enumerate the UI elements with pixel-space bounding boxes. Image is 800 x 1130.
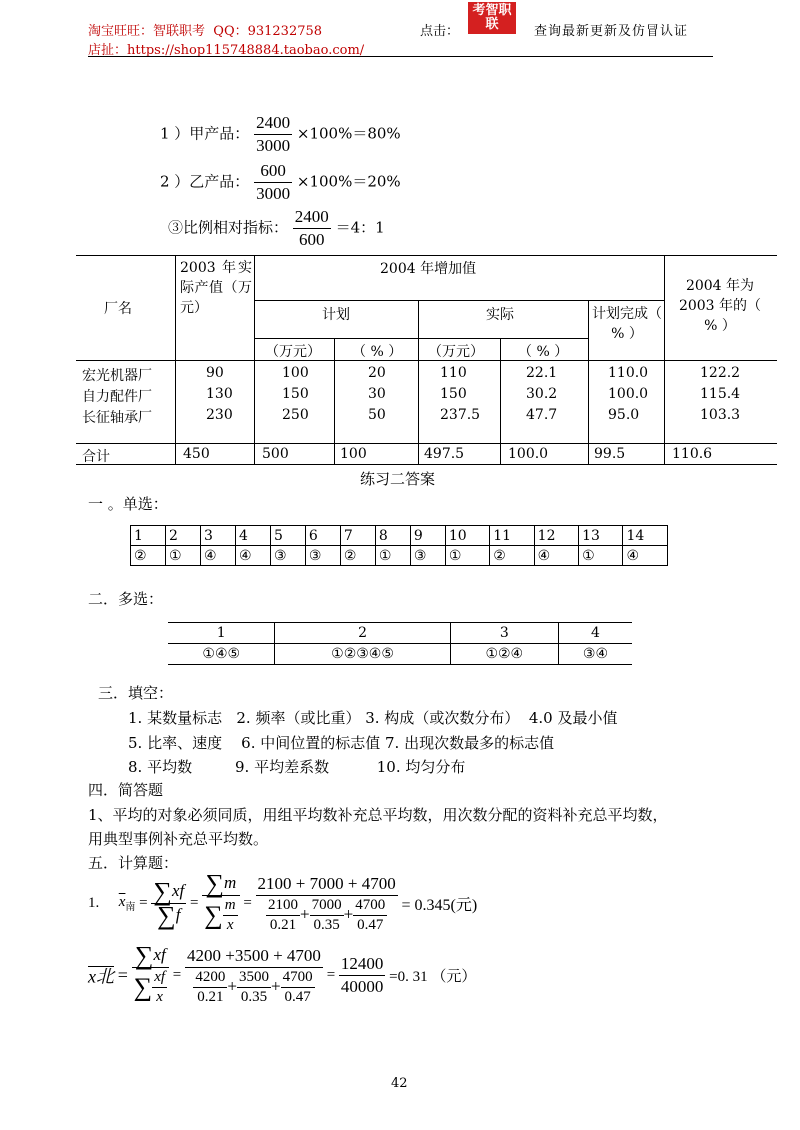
formula-2-values: 4200 +3500 + 4700 $\frac{4200}{0.21}$ + $\frac{3500}{0.35}$ + $\frac{4700}{0.47}$ [187, 945, 321, 1005]
row-ratio: 103.3 [700, 407, 741, 423]
short-title: 四．简答题 [88, 781, 164, 799]
ratio-1-fraction: $\frac{2400}{3000}$ [256, 113, 291, 155]
single-choice-number: 2 [165, 526, 200, 546]
single-choice-answer: ② [490, 546, 534, 566]
multi-choice-answer: ③④ [558, 644, 632, 665]
single-choice-number: 8 [375, 526, 410, 546]
row-actual-wan: 110 [440, 365, 467, 381]
single-choice-number: 10 [445, 526, 489, 546]
th-completion: 计划完成（ % ） [592, 306, 662, 342]
th-2004: 2004 年增加值 [380, 261, 477, 277]
row-2003: 90 [206, 365, 224, 381]
th-ratio: 2004 年为 2003 年的（ % ） [678, 278, 762, 334]
single-choice-answer: ① [445, 546, 489, 566]
single-choice-answer: ① [579, 546, 623, 566]
short-line-2: 用典型事例补充总平均数。 [88, 830, 269, 848]
row-2003: 130 [206, 386, 233, 402]
calc-title: 五．计算题： [88, 854, 179, 872]
single-choice-answer: ① [375, 546, 410, 566]
row-plan-pct: 50 [368, 407, 386, 423]
logo-icon[interactable]: 考智职联 [468, 2, 516, 34]
single-choice-number: 7 [340, 526, 375, 546]
row-plan-wan: 100 [282, 365, 309, 381]
single-choice-number: 14 [623, 526, 668, 546]
single-choice-answer: ③ [305, 546, 340, 566]
formula-1-values: 2100 + 7000 + 4700 $\frac{2100}{0.21}$ + $\frac{7000}{0.35}$ + $\frac{4700}{0.47}$ [257, 873, 396, 933]
th-actual: 实际 [486, 307, 514, 323]
row-actual-pct: 22.1 [526, 365, 558, 381]
single-choice-answer: ③ [270, 546, 305, 566]
page-number: 42 [391, 1076, 408, 1091]
formula-2: x北 = ∑xf ∑ $\frac{xf}{x}$ = 4200 +3500 + 4700 $\frac{4200}{0.21}$ + $\frac{3500}{0.35}$ + $\frac{4700}{0.47}$ = $\frac{12400}{40000}$ =0. 31 （元） [88, 941, 477, 1006]
header-divider [88, 56, 713, 57]
single-choice-number: 12 [534, 526, 578, 546]
formula-2-xf: ∑xf ∑ $\frac{xf}{x}$ [132, 944, 169, 1007]
row-name: 宏光机器厂 [82, 368, 152, 384]
total-2003: 450 [183, 446, 210, 462]
single-choice-answer: ② [131, 546, 166, 566]
th-factory: 厂名 [104, 301, 132, 317]
single-choice-number: 3 [200, 526, 235, 546]
row-actual-wan: 237.5 [440, 407, 481, 423]
row-completion: 95.0 [608, 407, 640, 423]
multi-choice-answer: ①②③④⑤ [275, 644, 450, 665]
single-choice-answer: ① [165, 546, 200, 566]
row-completion: 110.0 [608, 365, 649, 381]
multi-choice-answer: ①④⑤ [168, 644, 275, 665]
single-choice-answer: ③ [410, 546, 445, 566]
single-choice-number: 4 [235, 526, 270, 546]
row-plan-pct: 30 [368, 386, 386, 402]
ratio-1: 1 ）甲产品： $\frac{2400}{3000}$ ×100%＝80% [160, 113, 401, 155]
single-choice-table [130, 525, 668, 566]
single-choice-answer: ② [340, 546, 375, 566]
ratio-2: 2 ）乙产品： $\frac{600}{3000}$ ×100%＝20% [160, 161, 401, 203]
row-plan-wan: 150 [282, 386, 309, 402]
header-qq: QQ：931232758 [213, 24, 323, 39]
total-plan-wan: 500 [262, 446, 289, 462]
shop-url-link[interactable]: https://shop115748884.taobao.com/ [127, 43, 365, 58]
multi-choice-answer: ①②④ [450, 644, 558, 665]
multi-choice-title: 二．多选： [88, 590, 164, 608]
short-line-1: 1、平均的对象必须同质，用组平均数补充总平均数，用次数分配的资料补充总平均数， [88, 806, 668, 824]
th-unit-wan-plan: （万元） [265, 344, 321, 360]
single-choice-number: 5 [270, 526, 305, 546]
single-choice-answer: ④ [534, 546, 578, 566]
multi-choice-number: 1 [168, 623, 275, 644]
multi-choice-number: 3 [450, 623, 558, 644]
formula-1: 1. $\overline{x}_南$ = $\frac{\sum xf}{\sum f}$ = ∑m ∑ $\frac{m}{x}$ = 2100 + 7000 + 4700 $\frac{2100}{0.21}$ + $\frac{7000}{0.35}$ + $\frac{4700}{0.47}$ = 0.345(元) [88, 869, 478, 934]
fill-line-1: 1. 某数量标志 2. 频率（或比重） 3. 构成（或次数分布） 4.0 及最小值 [128, 709, 618, 727]
total-actual-wan: 497.5 [424, 446, 465, 462]
th-unit-pct-actual: （ % ） [518, 344, 569, 360]
header-verify-link[interactable]: 查询最新更新及仿冒认证 [534, 24, 689, 39]
th-plan: 计划 [322, 307, 350, 323]
row-2003: 230 [206, 407, 233, 423]
row-actual-pct: 47.7 [526, 407, 558, 423]
total-plan-pct: 100 [340, 446, 367, 462]
formula-1-xf-over-f: $\frac{\sum xf}{\sum f}$ [153, 877, 185, 931]
single-choice-title: 一 。单选： [88, 495, 168, 513]
ratio-3-fraction: $\frac{2400}{600}$ [294, 207, 329, 249]
fill-line-3: 8. 平均数 9. 平均差系数 10. 均匀分布 [128, 758, 466, 776]
ratio-3: ③比例相对指标： $\frac{2400}{600}$ ＝4：1 [168, 207, 385, 249]
th-unit-wan-actual: （万元） [428, 344, 484, 360]
header-click-label: 点击： [420, 24, 460, 39]
th-unit-pct-plan: （ % ） [352, 344, 403, 360]
row-plan-wan: 250 [282, 407, 309, 423]
single-choice-number: 13 [579, 526, 623, 546]
single-choice-answer: ④ [235, 546, 270, 566]
multi-choice-number: 2 [275, 623, 450, 644]
multi-choice-table [168, 622, 632, 665]
single-choice-answer: ④ [200, 546, 235, 566]
row-ratio: 115.4 [700, 386, 741, 402]
ratio-2-fraction: $\frac{600}{3000}$ [256, 161, 291, 203]
row-name: 自力配件厂 [82, 389, 152, 405]
total-label: 合计 [82, 449, 110, 465]
header-shop: 店扯：https://shop115748884.taobao.com/ [88, 43, 365, 58]
row-actual-wan: 150 [440, 386, 467, 402]
fill-line-2: 5. 比率、速度 6. 中间位置的标志值 7. 出现次数最多的标志值 [128, 734, 555, 752]
row-ratio: 122.2 [700, 365, 741, 381]
row-name: 长征轴承厂 [82, 410, 152, 426]
single-choice-number: 1 [131, 526, 166, 546]
total-ratio: 110.6 [672, 446, 713, 462]
formula-1-m-over-mx: ∑m ∑ $\frac{m}{x}$ [202, 872, 239, 935]
row-actual-pct: 30.2 [526, 386, 558, 402]
total-actual-pct: 100.0 [508, 446, 549, 462]
total-completion: 99.5 [594, 446, 626, 462]
row-completion: 100.0 [608, 386, 649, 402]
single-choice-number: 11 [490, 526, 534, 546]
exercise-title: 练习二答案 [360, 470, 436, 488]
single-choice-number: 6 [305, 526, 340, 546]
formula-2-final: $\frac{12400}{40000}$ [340, 954, 384, 997]
row-plan-pct: 20 [368, 365, 386, 381]
single-choice-number: 9 [410, 526, 445, 546]
single-choice-answer: ④ [623, 546, 668, 566]
header-taobao: 淘宝旺旺：智联职考 QQ：931232758 [88, 24, 323, 39]
fill-title: 三．填空： [98, 684, 174, 702]
th-2003: 2003 年实际产值（万元） [180, 260, 252, 316]
multi-choice-number: 4 [558, 623, 632, 644]
